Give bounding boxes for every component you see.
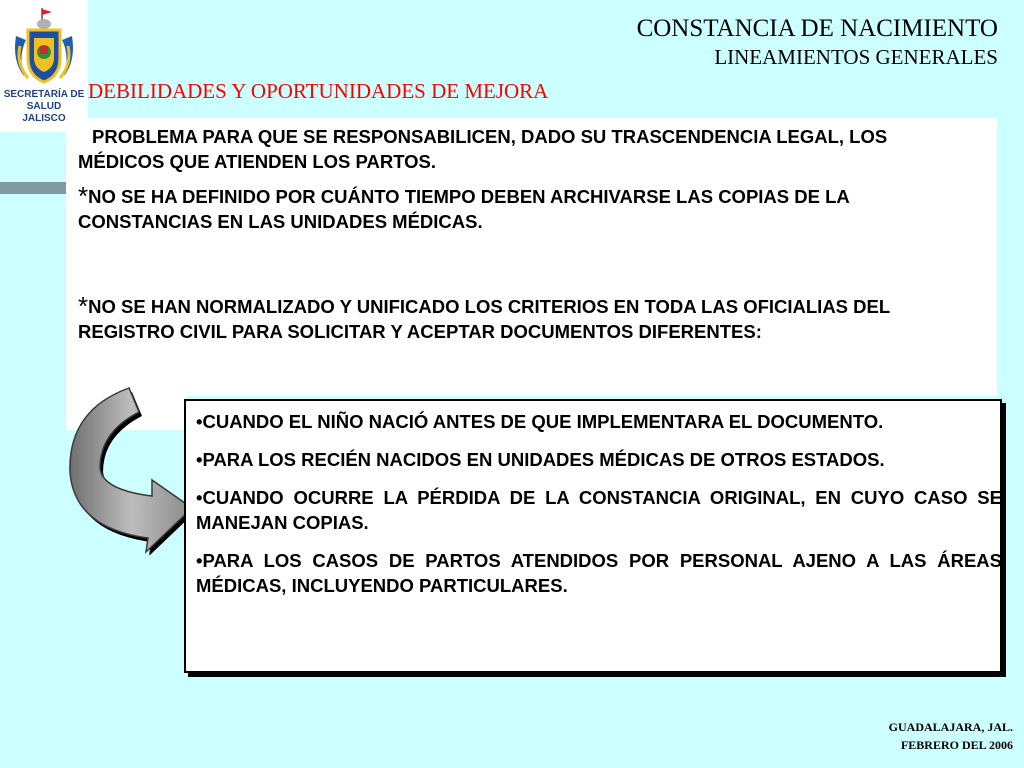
header: [637, 14, 998, 70]
upper-panel: [66, 118, 997, 396]
jalisco-coat-of-arms-icon: [8, 6, 80, 88]
page-subtitle: LINEAMIENTOS GENERALES: [714, 45, 998, 69]
paragraph-3-text: NO SE HAN NORMALIZADO Y UNIFICADO LOS CRITERIOS EN TODA LAS OFICIALIAS DEL REGISTRO CIVIL PARA SOLICITAR Y ACEPTAR DOCUMENTOS DIFERENTES:: [78, 296, 890, 342]
curved-arrow-icon: [56, 380, 201, 555]
asterisk-marker: *: [78, 291, 89, 321]
logo-line-2: SALUD: [26, 101, 62, 112]
logo-line-3: JALISCO: [22, 113, 66, 124]
paragraph-2: [78, 181, 978, 234]
paragraph-2-text: NO SE HA DEFINIDO POR CUÁNTO TIEMPO DEBEN ARCHIVARSE LAS COPIAS DE LA CONSTANCIAS EN LAS UNIDADES MÉDICAS.: [78, 186, 850, 232]
footer: [889, 718, 1013, 754]
paragraph-1: PROBLEMA PARA QUE SE RESPONSABILICEN, DADO SU TRASCENDENCIA LEGAL, LOS MÉDICOS QUE ATIENDEN LOS PARTOS.: [78, 126, 888, 172]
logo-line-1: SECRETARÍA DE: [3, 89, 85, 100]
paragraph-3: [78, 291, 978, 344]
section-heading: DEBILIDADES Y OPORTUNIDADES DE MEJORA: [88, 79, 549, 103]
decorative-bar: [0, 182, 66, 194]
footer-location: GUADALAJARA, JAL.: [888, 720, 1013, 734]
list-item: •PARA LOS RECIÉN NACIDOS EN UNIDADES MÉDICAS DE OTROS ESTADOS.: [196, 449, 885, 470]
asterisk-marker: *: [78, 181, 89, 211]
footer-date: FEBRERO DEL 2006: [900, 738, 1013, 752]
logo: [0, 0, 88, 132]
criteria-list: [184, 399, 1002, 673]
list-item: •CUANDO EL NIÑO NACIÓ ANTES DE QUE IMPLEMENTARA EL DOCUMENTO.: [196, 411, 884, 432]
list-item: •PARA LOS CASOS DE PARTOS ATENDIDOS POR PERSONAL AJENO A LAS ÁREAS MÉDICAS, INCLUYENDO PARTICULARES.: [196, 550, 1002, 596]
list-item: •CUANDO OCURRE LA PÉRDIDA DE LA CONSTANCIA ORIGINAL, EN CUYO CASO SE MANEJAN COPIAS.: [196, 487, 1002, 533]
page-title: CONSTANCIA DE NACIMIENTO: [636, 15, 998, 42]
